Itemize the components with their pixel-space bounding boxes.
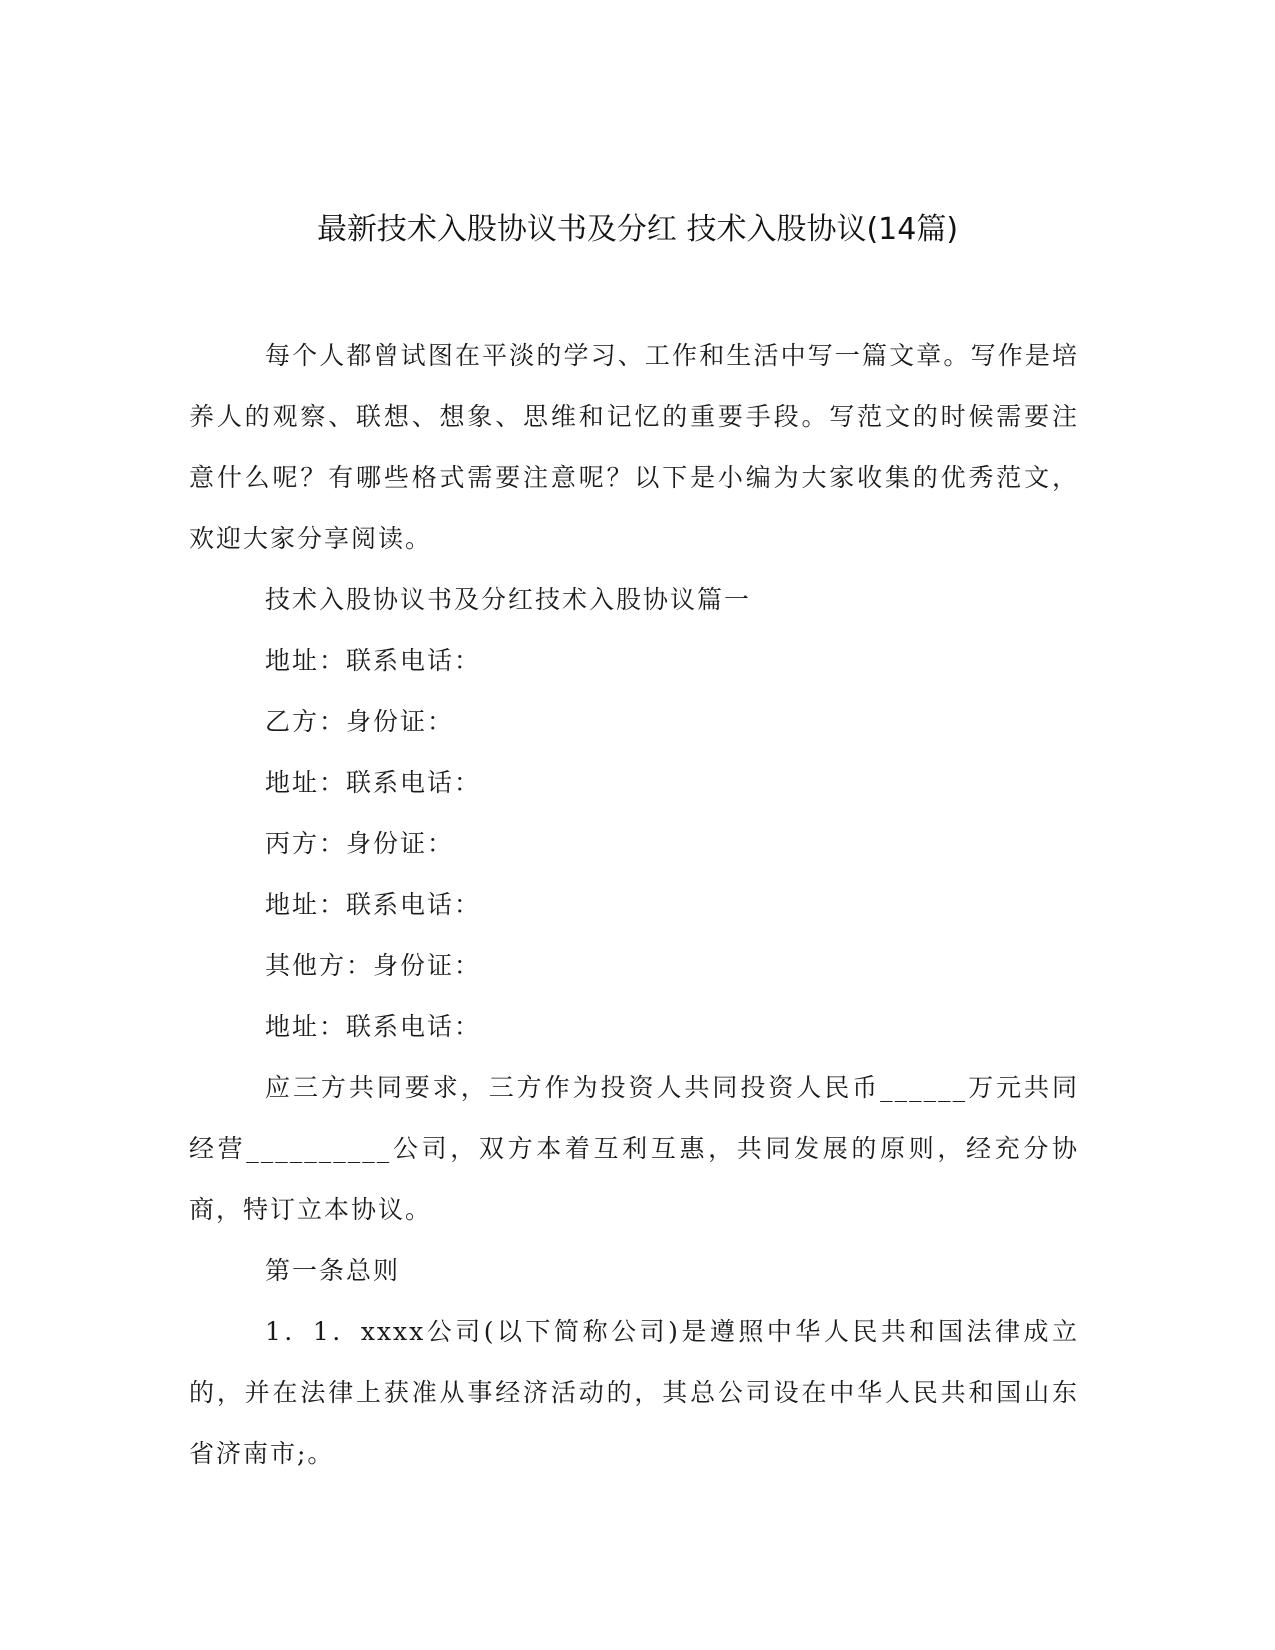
- party-address-line: 地址：联系电话：: [265, 768, 482, 797]
- section-heading: 技术入股协议书及分红技术入股协议篇一: [265, 585, 752, 614]
- document-body: [189, 325, 1079, 1484]
- party-address-line: 地址：联系电话：: [265, 646, 482, 675]
- party-address-line: 地址：联系电话：: [265, 1012, 482, 1041]
- intro-paragraph: 每个人都曾试图在平淡的学习、工作和生活中写一篇文章。写作是培养人的观察、联想、想象、思维和记忆的重要手段。写范文的时候需要注意什么呢？有哪些格式需要注意呢？以下是小编为大家收集的优秀范文，欢迎大家分享阅读。: [189, 341, 1079, 553]
- party-c-line: 丙方：身份证：: [265, 829, 455, 858]
- article-heading: 第一条总则: [265, 1256, 401, 1285]
- clause-paragraph: 1．1．xxxx公司(以下简称公司)是遵照中华人民共和国法律成立的，并在法律上获准从事经济活动的，其总公司设在中华人民共和国山东省济南市;。: [189, 1317, 1079, 1468]
- document-title: 最新技术入股协议书及分红 技术入股协议(14篇): [316, 212, 959, 247]
- other-party-line: 其他方：身份证：: [265, 951, 482, 980]
- party-address-line: 地址：联系电话：: [265, 890, 482, 919]
- agreement-paragraph: 应三方共同要求，三方作为投资人共同投资人民币______万元共同经营__________公司，双方本着互利互惠，共同发展的原则，经充分协商，特订立本协议。: [189, 1073, 1079, 1224]
- party-b-line: 乙方：身份证：: [265, 707, 455, 736]
